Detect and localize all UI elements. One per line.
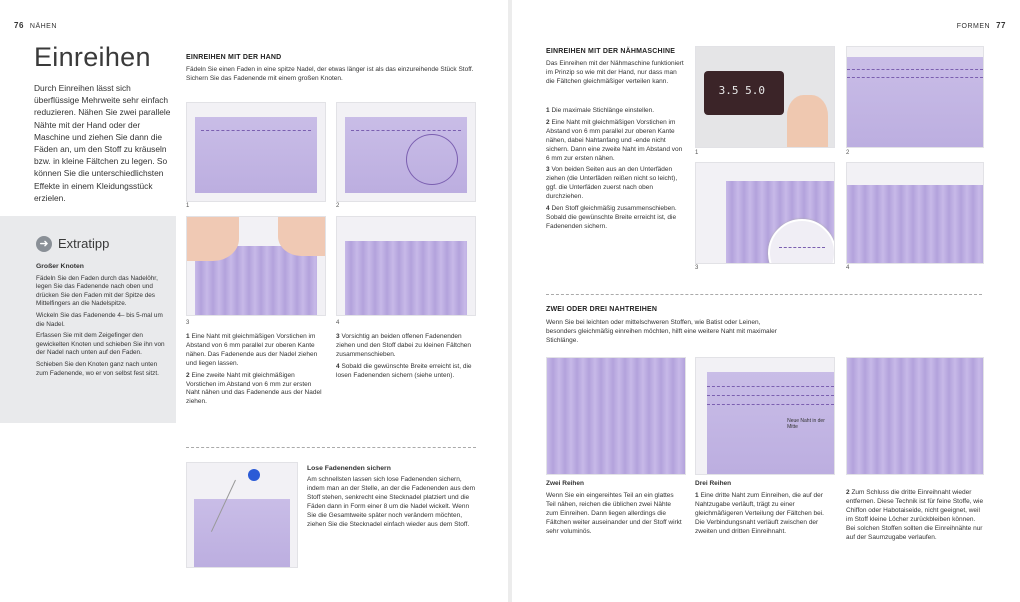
hand-steps-left — [186, 333, 324, 410]
two-rows-text: Wenn Sie ein eingereihtes Teil an ein glattes Teil nähen, reichen die üblichen zwei Nähte zum Einreihen. Dann liegen allerdings die Fältchen weiter auseinander und der Stoff wirkt sehr voluminös. — [546, 491, 682, 535]
fabric-image — [847, 57, 983, 147]
callout-label: Neue Naht in der Mitte — [787, 418, 825, 431]
fabric-image — [195, 117, 316, 193]
step-text: Eine Naht mit gleichmäßigen Vorstichen im Abstand von 6 mm parallel zur oberen Kante nähen. Das Fadenende aus der Nadel ziehen und liegen lassen. — [186, 333, 318, 367]
three-rows-text: Eine dritte Naht zum Einreihen, die auf der Nahtzugabe verläuft, trägt zu einer gleichmäßigeren Verteilung der Fältchen bei. Die Verbindungsnaht verläuft zwischen der zweiten und dritten Einreihnaht. — [695, 491, 824, 535]
machine-photo-1 — [695, 46, 835, 148]
photo-label: 1 — [695, 150, 699, 156]
stitch-line — [707, 386, 834, 387]
extratip-title: Extratipp — [58, 236, 110, 251]
fabric-image — [194, 499, 291, 567]
chapter-label-left: NÄHEN — [29, 23, 57, 30]
hand-photo-3 — [186, 216, 326, 316]
stitch-line — [201, 130, 311, 131]
arrow-right-icon: ➜ — [36, 236, 52, 252]
step-number: 2 — [846, 489, 850, 496]
page-number-left: 76 — [14, 21, 24, 30]
two-rows-photo — [546, 357, 686, 475]
three-rows-heading: Drei Reihen — [695, 480, 732, 487]
photo-label: 1 — [186, 203, 190, 209]
gathered-fabric-image — [847, 185, 983, 263]
extratip-paragraph: Erfassen Sie mit dem Zeigefinger den gewickelten Knoten und schieben Sie ihn von der Nadel nach unten auf den Faden. — [36, 332, 165, 357]
page-header-left — [14, 21, 57, 30]
machine-photo-4 — [846, 162, 984, 264]
step-number: 3 — [546, 166, 550, 174]
extratip-heading: Großer Knoten — [36, 263, 84, 270]
machine-photo-3 — [695, 162, 835, 264]
hand-photo-2 — [336, 102, 476, 202]
extratip-paragraph: Fädeln Sie den Faden durch das Nadelöhr, legen Sie das Fadenende nach oben und drücken Sie den Faden mit der Spitze des Mittelfingers an die Nadelspitze. — [36, 274, 158, 308]
step-number: 4 — [546, 205, 550, 213]
loose-heading: Lose Fadenenden sichern — [307, 465, 391, 472]
stitch-length-display: 3.5 5.0 — [718, 84, 766, 98]
stitch-line — [847, 77, 983, 78]
pin-head-icon — [248, 469, 260, 481]
step-number: 2 — [186, 371, 190, 379]
section-divider — [546, 294, 982, 295]
step-text: Vorsichtig an beiden offenen Fadenenden ziehen und den Stoff dabei zu kleinen Fältchen zusammenschieben. — [336, 333, 472, 358]
lead-paragraph: Durch Einreihen lässt sich überflüssige Mehrweite sehr einfach reduzieren. Nähen Sie zwei parallele Nähte mit der Hand oder der Maschine und ziehen Sie dann die Fäden an, um den Stoff zu kräuseln bzw. in kleine Fältchen zu legen. So können Sie die unterschiedlichsten Effekte in einem Kleidungsstück erzielen. — [34, 83, 171, 203]
step-number: 1 — [546, 107, 550, 114]
gathered-fabric-image — [345, 241, 466, 315]
hand-intro: Fädeln Sie einen Faden in eine spitze Nadel, der etwas länger ist als das einzureihende Stück Stoff. Sichern Sie das Fadenende mit einem großen Knoten. — [186, 66, 474, 82]
hand-heading: EINREIHEN MIT DER HAND — [186, 54, 282, 61]
step-text: Sobald die gewünschte Breite erreicht ist, die losen Fadenenden sichern (siehe unten). — [336, 362, 472, 379]
finished-rows-photo — [846, 357, 984, 475]
stitch-line — [779, 247, 825, 248]
finish-column — [846, 489, 986, 545]
gathered-fabric-image — [547, 358, 685, 474]
page-title: Einreihen — [34, 42, 151, 72]
step-text: Den Stoff gleichmäßig zusammenschieben. Sobald die gewünschte Breite erreicht ist, die Fadenenden sichern. — [546, 205, 677, 230]
hand-photo-4 — [336, 216, 476, 316]
machine-steps — [546, 107, 686, 235]
step-number: 2 — [546, 118, 550, 126]
stitch-line — [351, 130, 461, 131]
extratip-paragraph: Wickeln Sie das Fadenende 4– bis 5-mal um die Nadel. — [36, 311, 163, 328]
gathered-fabric-image — [847, 358, 983, 474]
stitch-line — [707, 404, 834, 405]
stitch-line — [847, 69, 983, 70]
rows-heading: ZWEI ODER DREI NAHTREIHEN — [546, 306, 658, 313]
step-number: 3 — [336, 333, 340, 340]
section-divider — [186, 447, 476, 448]
two-rows-column — [546, 480, 684, 539]
photo-label: 2 — [336, 203, 340, 209]
machine-panel — [704, 71, 784, 115]
pin-photo — [186, 462, 298, 568]
two-rows-heading: Zwei Reihen — [546, 480, 584, 487]
three-rows-column — [695, 480, 835, 539]
page-gutter — [508, 0, 512, 602]
step-text: Eine Naht mit gleichmäßigen Vorstichen im Abstand von 6 mm parallel zur oberen Kante nähen, dabei Nahtanfang und -ende nicht sichern. Dann eine zweite Naht im Abstand von 6 mm zur ersten nähen. — [546, 118, 683, 162]
page-header-right — [957, 21, 1006, 30]
rows-intro: Wenn Sie bei leichten oder mittelschweren Stoffen, wie Batist oder Leinen, besonders gleichmäßig einreihen möchten, hilft eine weitere Naht mit maximaler Stichlänge. — [546, 319, 777, 344]
hand-image — [278, 217, 325, 256]
photo-label: 4 — [846, 265, 850, 271]
step-text: Von beiden Seiten aus an den Unterfäden ziehen (die Unterfäden reißen nicht so leicht), ggf. die Unterfäden zuerst nach oben durchziehen. — [546, 166, 678, 201]
machine-photo-2 — [846, 46, 984, 148]
page-number-right: 77 — [996, 21, 1006, 30]
extratip-paragraph: Schieben Sie den Knoten ganz nach unten zum Fadenende, wo er von selbst fest sitzt. — [36, 360, 159, 377]
finish-text: Zum Schluss die dritte Einreihnaht wieder entfernen. Diese Technik ist für feine Stoffe, wie Chiffon oder Habotaiseide, nicht geeignet, weil im Stoff kleine Löcher zurückbleiben können. Bei solchen Stoffen sollten die Einreihnähte nur auf der Saumzugabe verlaufen. — [846, 489, 984, 541]
photo-label: 3 — [695, 265, 699, 271]
step-text: Eine zweite Naht mit gleichmäßigen Vorstichen im Abstand von 6 mm zur ersten Naht nähen und das Fadenende aus der Nadel ziehen. — [186, 371, 322, 406]
photo-label: 4 — [336, 320, 340, 326]
step-number: 4 — [336, 362, 340, 370]
hand-photo-1 — [186, 102, 326, 202]
machine-heading: EINREIHEN MIT DER NÄHMASCHINE — [546, 48, 676, 55]
photo-label: 2 — [846, 150, 850, 156]
chapter-label-right: FORMEN — [956, 23, 991, 30]
stitch-line — [707, 395, 834, 396]
step-number: 1 — [695, 491, 699, 499]
machine-intro: Das Einreihen mit der Nähmaschine funktioniert im Prinzip so wie mit der Hand, nur dass man die Fältchen gleichmäßiger verteilen kann. — [546, 60, 684, 85]
hand-steps-right — [336, 333, 476, 384]
extratip-text — [36, 263, 166, 381]
three-rows-photo — [695, 357, 835, 475]
thread-loop — [406, 134, 458, 185]
loose-text: Am schnellsten lassen sich lose Fadenenden sichern, indem man an der Stelle, an der die Fadenenden aus dem Stoff stehen, senkrecht eine Stecknadel platziert und die Fäden dann in Form einer 8 um die Nadel wickelt. Wenn Sie die Gesamtweite später noch verändern möchten, ziehen Sie die Stecknadel einfach wieder aus dem Stoff. — [307, 476, 476, 528]
hand-image — [787, 95, 828, 147]
step-number: 1 — [186, 333, 190, 340]
photo-label: 3 — [186, 320, 190, 326]
step-text: Die maximale Stichlänge einstellen. — [551, 107, 655, 114]
